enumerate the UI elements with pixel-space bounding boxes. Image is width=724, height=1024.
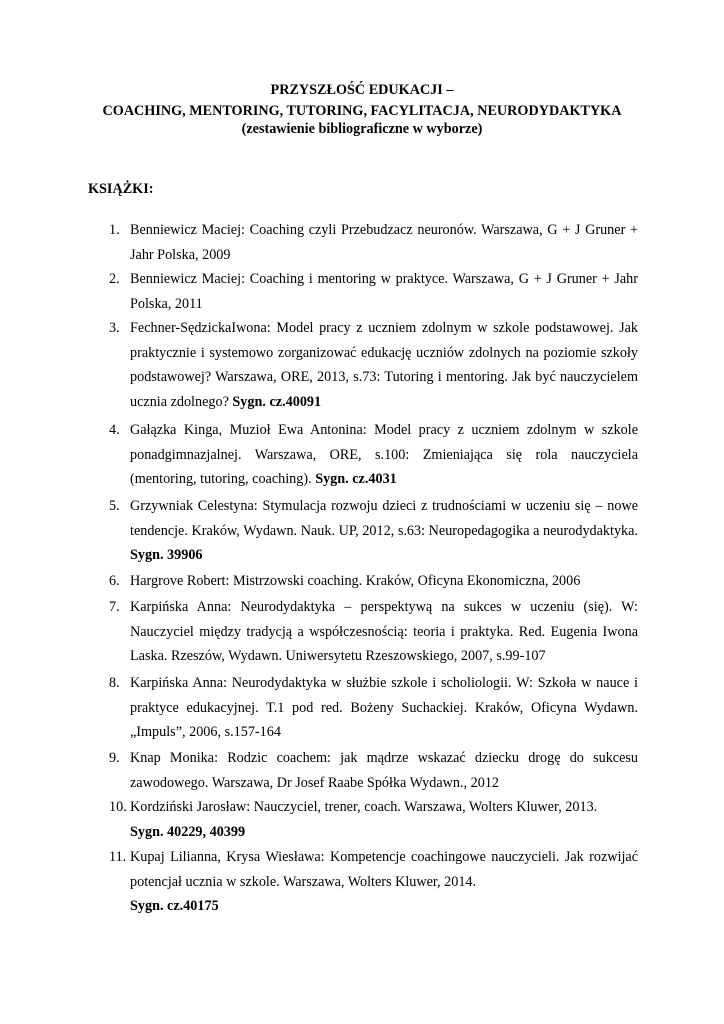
entry-text: Gałązka Kinga, Muzioł Ewa Antonina: Model pracy z uczniem zdolnym w szkole ponadgimnazjalnej. Warszawa, ORE, s.100: Zmieniająca się rola nauczyciela (mentoring, tutoring, coaching). Sygn. cz.4031 xyxy=(130,422,638,487)
entry-text: Fechner-SędzickaIwona: Model pracy z uczniem zdolnym w szkole podstawowej. Jak praktycznie i systemowo zorganizować edukację uczniów zdolnych na poziomie szkoły podstawowej? Warszawa, ORE, 2013, s.73: Tutoring i mentoring. Jak być nauczycielem ucznia zdolnego? Sygn. cz.40091 xyxy=(130,320,638,410)
entry-text: Benniewicz Maciej: Coaching i mentoring w praktyce. Warszawa, G + J Gruner + Jahr Polska, 2011 xyxy=(130,271,638,312)
entry-number: 3. xyxy=(109,320,120,336)
entry-text: Karpińska Anna: Neurodydaktyka – perspektywą na sukces w uczeniu (się). W: Nauczyciel między tradycją a współczesnością: teoria i praktyka. Red. Eugenia Iwona Laska. Rzeszów, Wydawn. Uniwersytetu Rzeszowskiego, 2007, s.99-107 xyxy=(130,599,638,664)
entry-signature: Sygn. 39906 xyxy=(130,547,203,563)
entry-text: Kordziński Jarosław: Nauczyciel, trener, coach. Warszawa, Wolters Kluwer, 2013. Sygn. 40229, 40399 xyxy=(130,795,638,844)
entry-number: 8. xyxy=(109,675,120,691)
entry-number: 4. xyxy=(109,422,120,438)
entry-signature: Sygn. cz.4031 xyxy=(315,471,397,487)
entry-number: 9. xyxy=(109,750,120,766)
entry-text: Grzywniak Celestyna: Stymulacja rozwoju dzieci z trudnościami w uczeniu się – nowe tendencje. Kraków, Wydawn. Nauk. UP, 2012, s.63: Neuropedagogika a neurodydaktyka. Sygn. 39906 xyxy=(130,498,638,563)
entry-number: 5. xyxy=(109,498,120,514)
page-title-line-1: PRZYSZŁOŚĆ EDUKACJI – xyxy=(270,82,454,98)
entry-signature: Sygn. cz.40175 xyxy=(130,898,219,914)
page-subtitle: (zestawienie bibliograficzne w wyborze) xyxy=(241,121,483,137)
entry-number: 11. xyxy=(109,849,127,865)
entry-number: 10. xyxy=(109,799,127,815)
entry-text: Knap Monika: Rodzic coachem: jak mądrze wskazać dziecku drogę do sukcesu zawodowego. Warszawa, Dr Josef Raabe Spółka Wydawn., 2012 xyxy=(130,750,638,791)
entry-text: Kupaj Lilianna, Krysa Wiesława: Kompetencje coachingowe nauczycieli. Jak rozwijać potencjał ucznia w szkole. Warszawa, Wolters Kluwer, 2014. Sygn. cz.40175 xyxy=(130,845,638,919)
entry-number: 6. xyxy=(109,573,120,589)
entry-number: 7. xyxy=(109,599,120,615)
entry-signature: Sygn. 40229, 40399 xyxy=(130,823,246,840)
entry-signature: Sygn. cz.40091 xyxy=(232,393,322,410)
entry-number: 2. xyxy=(109,271,120,287)
section-heading-books: KSIĄŻKI: xyxy=(88,181,154,197)
entry-text: Benniewicz Maciej: Coaching czyli Przebudzacz neuronów. Warszawa, G + J Gruner + Jahr Polska, 2009 xyxy=(130,222,638,263)
entry-text: Hargrove Robert: Mistrzowski coaching. Kraków, Oficyna Ekonomiczna, 2006 xyxy=(130,573,581,589)
entry-text: Karpińska Anna: Neurodydaktyka w służbie szkole i scholiologii. W: Szkoła w nauce i praktyce edukacyjnej. T.1 pod red. Bożeny Suchackiej. Kraków, Oficyna Wydawn. „Impuls”, 2006, s.157-164 xyxy=(130,675,638,740)
page-title-line-2: COACHING, MENTORING, TUTORING, FACYLITACJA, NEURODYDAKTYKA xyxy=(102,103,622,119)
entry-number: 1. xyxy=(109,222,120,238)
